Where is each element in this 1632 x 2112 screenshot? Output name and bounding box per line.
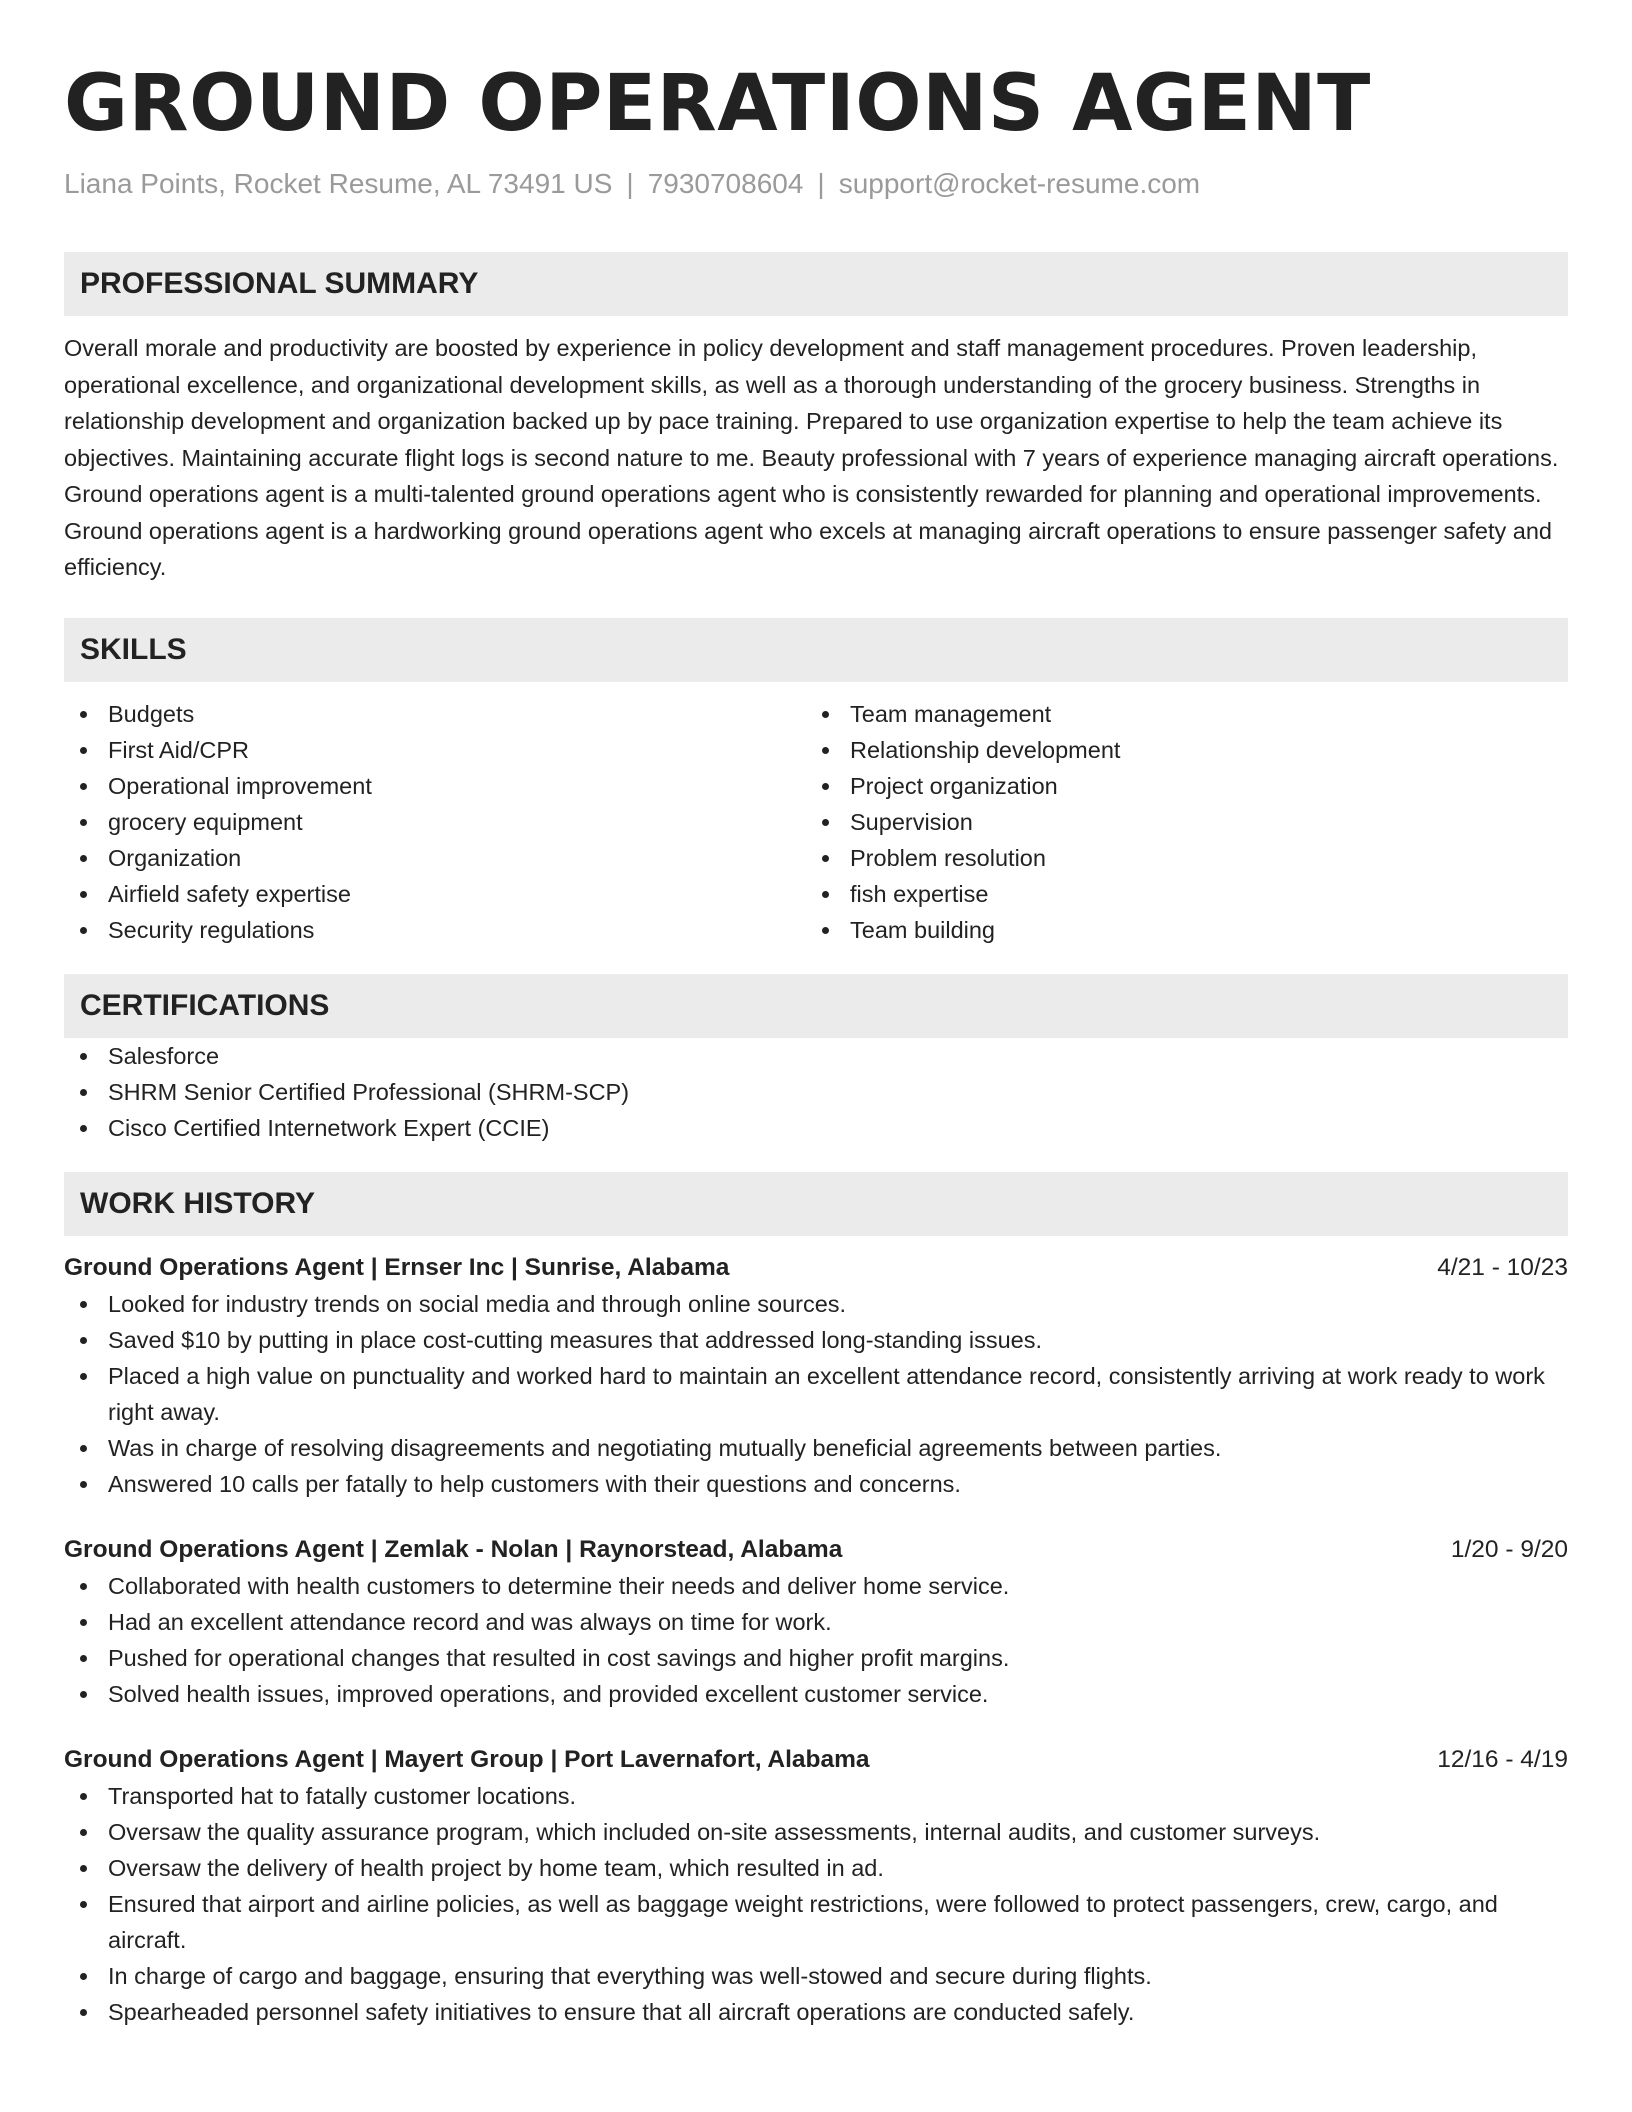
- job-title-row: [64, 1250, 1568, 1286]
- job-bullet: Oversaw the delivery of health project by home team, which resulted in ad.: [64, 1850, 1568, 1886]
- job-bullet: Saved $10 by putting in place cost-cutting measures that addressed long-standing issues.: [64, 1322, 1568, 1358]
- job-title: Ground Operations Agent | Ernser Inc | Sunrise, Alabama: [64, 1253, 730, 1281]
- resume-title: GROUND OPERATIONS AGENT: [64, 59, 1371, 149]
- job-bullet: Answered 10 calls per fatally to help customers with their questions and concerns.: [64, 1466, 1568, 1502]
- skill-item: Security regulations: [64, 912, 806, 948]
- skill-item: grocery equipment: [64, 804, 806, 840]
- job-bullet: Placed a high value on punctuality and worked hard to maintain an excellent attendance record, consistently arriving at work ready to work right away.: [64, 1358, 1568, 1430]
- job-entry: [64, 1250, 1568, 1502]
- certification-item: SHRM Senior Certified Professional (SHRM-SCP): [64, 1074, 1568, 1110]
- contact-email[interactable]: support@rocket-resume.com: [838, 168, 1201, 199]
- skills-grid: [64, 696, 1568, 948]
- skill-item: Problem resolution: [806, 840, 1548, 876]
- job-dates: 12/16 - 4/19: [1437, 1745, 1568, 1773]
- job-bullet: Pushed for operational changes that resulted in cost savings and higher profit margins.: [64, 1640, 1568, 1676]
- skill-item: Team building: [806, 912, 1548, 948]
- skill-item: Supervision: [806, 804, 1548, 840]
- job-bullets: [64, 1286, 1568, 1502]
- job-bullet: Solved health issues, improved operations, and provided excellent customer service.: [64, 1676, 1568, 1712]
- section-header-certifications: CERTIFICATIONS: [64, 974, 1568, 1038]
- job-dates: 1/20 - 9/20: [1450, 1535, 1568, 1563]
- skill-item: Budgets: [64, 696, 806, 732]
- skill-item: First Aid/CPR: [64, 732, 806, 768]
- skill-item: Relationship development: [806, 732, 1548, 768]
- skill-item: Airfield safety expertise: [64, 876, 806, 912]
- job-entry: [64, 1532, 1568, 1712]
- contact-address: Liana Points, Rocket Resume, AL 73491 US: [64, 168, 613, 199]
- job-title: Ground Operations Agent | Zemlak - Nolan | Raynorstead, Alabama: [64, 1535, 843, 1563]
- job-bullets: [64, 1568, 1568, 1712]
- skill-item: Team management: [806, 696, 1548, 732]
- contact-separator: |: [817, 168, 825, 199]
- job-bullet: Ensured that airport and airline policies, as well as baggage weight restrictions, were followed to protect passengers, crew, cargo, and aircraft.: [64, 1886, 1568, 1958]
- summary-text: Overall morale and productivity are boosted by experience in policy development and staff management procedures. Proven leadership, operational excellence, and organizational development skills, as well as a thorough understanding of the grocery business. Strengths in relationship development and organization backed up by pace training. Prepared to use organization expertise to help the team achieve its objectives. Maintaining accurate flight logs is second nature to me. Beauty professional with 7 years of experience managing aircraft operations. Ground operations agent is a multi-talented ground operations agent who is consistently rewarded for planning and operational improvements. Ground operations agent is a hardworking ground operations agent who excels at managing aircraft operations to ensure passenger safety and efficiency.: [64, 335, 1559, 580]
- contact-phone: 7930708604: [647, 168, 804, 199]
- skills-column-right: [806, 696, 1548, 948]
- job-bullet: Oversaw the quality assurance program, which included on-site assessments, internal audits, and customer surveys.: [64, 1814, 1568, 1850]
- job-bullet: Transported hat to fatally customer locations.: [64, 1778, 1568, 1814]
- job-bullet: Had an excellent attendance record and was always on time for work.: [64, 1604, 1568, 1640]
- contact-line: [64, 164, 1568, 204]
- skill-item: Operational improvement: [64, 768, 806, 804]
- job-bullet: Looked for industry trends on social media and through online sources.: [64, 1286, 1568, 1322]
- job-title: Ground Operations Agent | Mayert Group | Port Lavernafort, Alabama: [64, 1745, 870, 1773]
- skill-item: Project organization: [806, 768, 1548, 804]
- job-title-row: [64, 1532, 1568, 1568]
- job-title-row: [64, 1742, 1568, 1778]
- certifications-list: [64, 1038, 1568, 1146]
- skill-item: fish expertise: [806, 876, 1548, 912]
- skill-item: Organization: [64, 840, 806, 876]
- job-bullet: In charge of cargo and baggage, ensuring that everything was well-stowed and secure during flights.: [64, 1958, 1568, 1994]
- contact-separator: |: [626, 168, 634, 199]
- section-header-summary: PROFESSIONAL SUMMARY: [64, 252, 1568, 316]
- job-bullet: Was in charge of resolving disagreements and negotiating mutually beneficial agreements between parties.: [64, 1430, 1568, 1466]
- section-header-skills: SKILLS: [64, 618, 1568, 682]
- section-header-work-history: WORK HISTORY: [64, 1172, 1568, 1236]
- certification-item: Salesforce: [64, 1038, 1568, 1074]
- job-dates: 4/21 - 10/23: [1437, 1253, 1568, 1281]
- job-entry: [64, 1742, 1568, 2030]
- job-bullet: Spearheaded personnel safety initiatives to ensure that all aircraft operations are conducted safely.: [64, 1994, 1568, 2030]
- job-bullet: Collaborated with health customers to determine their needs and deliver home service.: [64, 1568, 1568, 1604]
- skills-column-left: [64, 696, 806, 948]
- certification-item: Cisco Certified Internetwork Expert (CCIE): [64, 1110, 1568, 1146]
- job-bullets: [64, 1778, 1568, 2030]
